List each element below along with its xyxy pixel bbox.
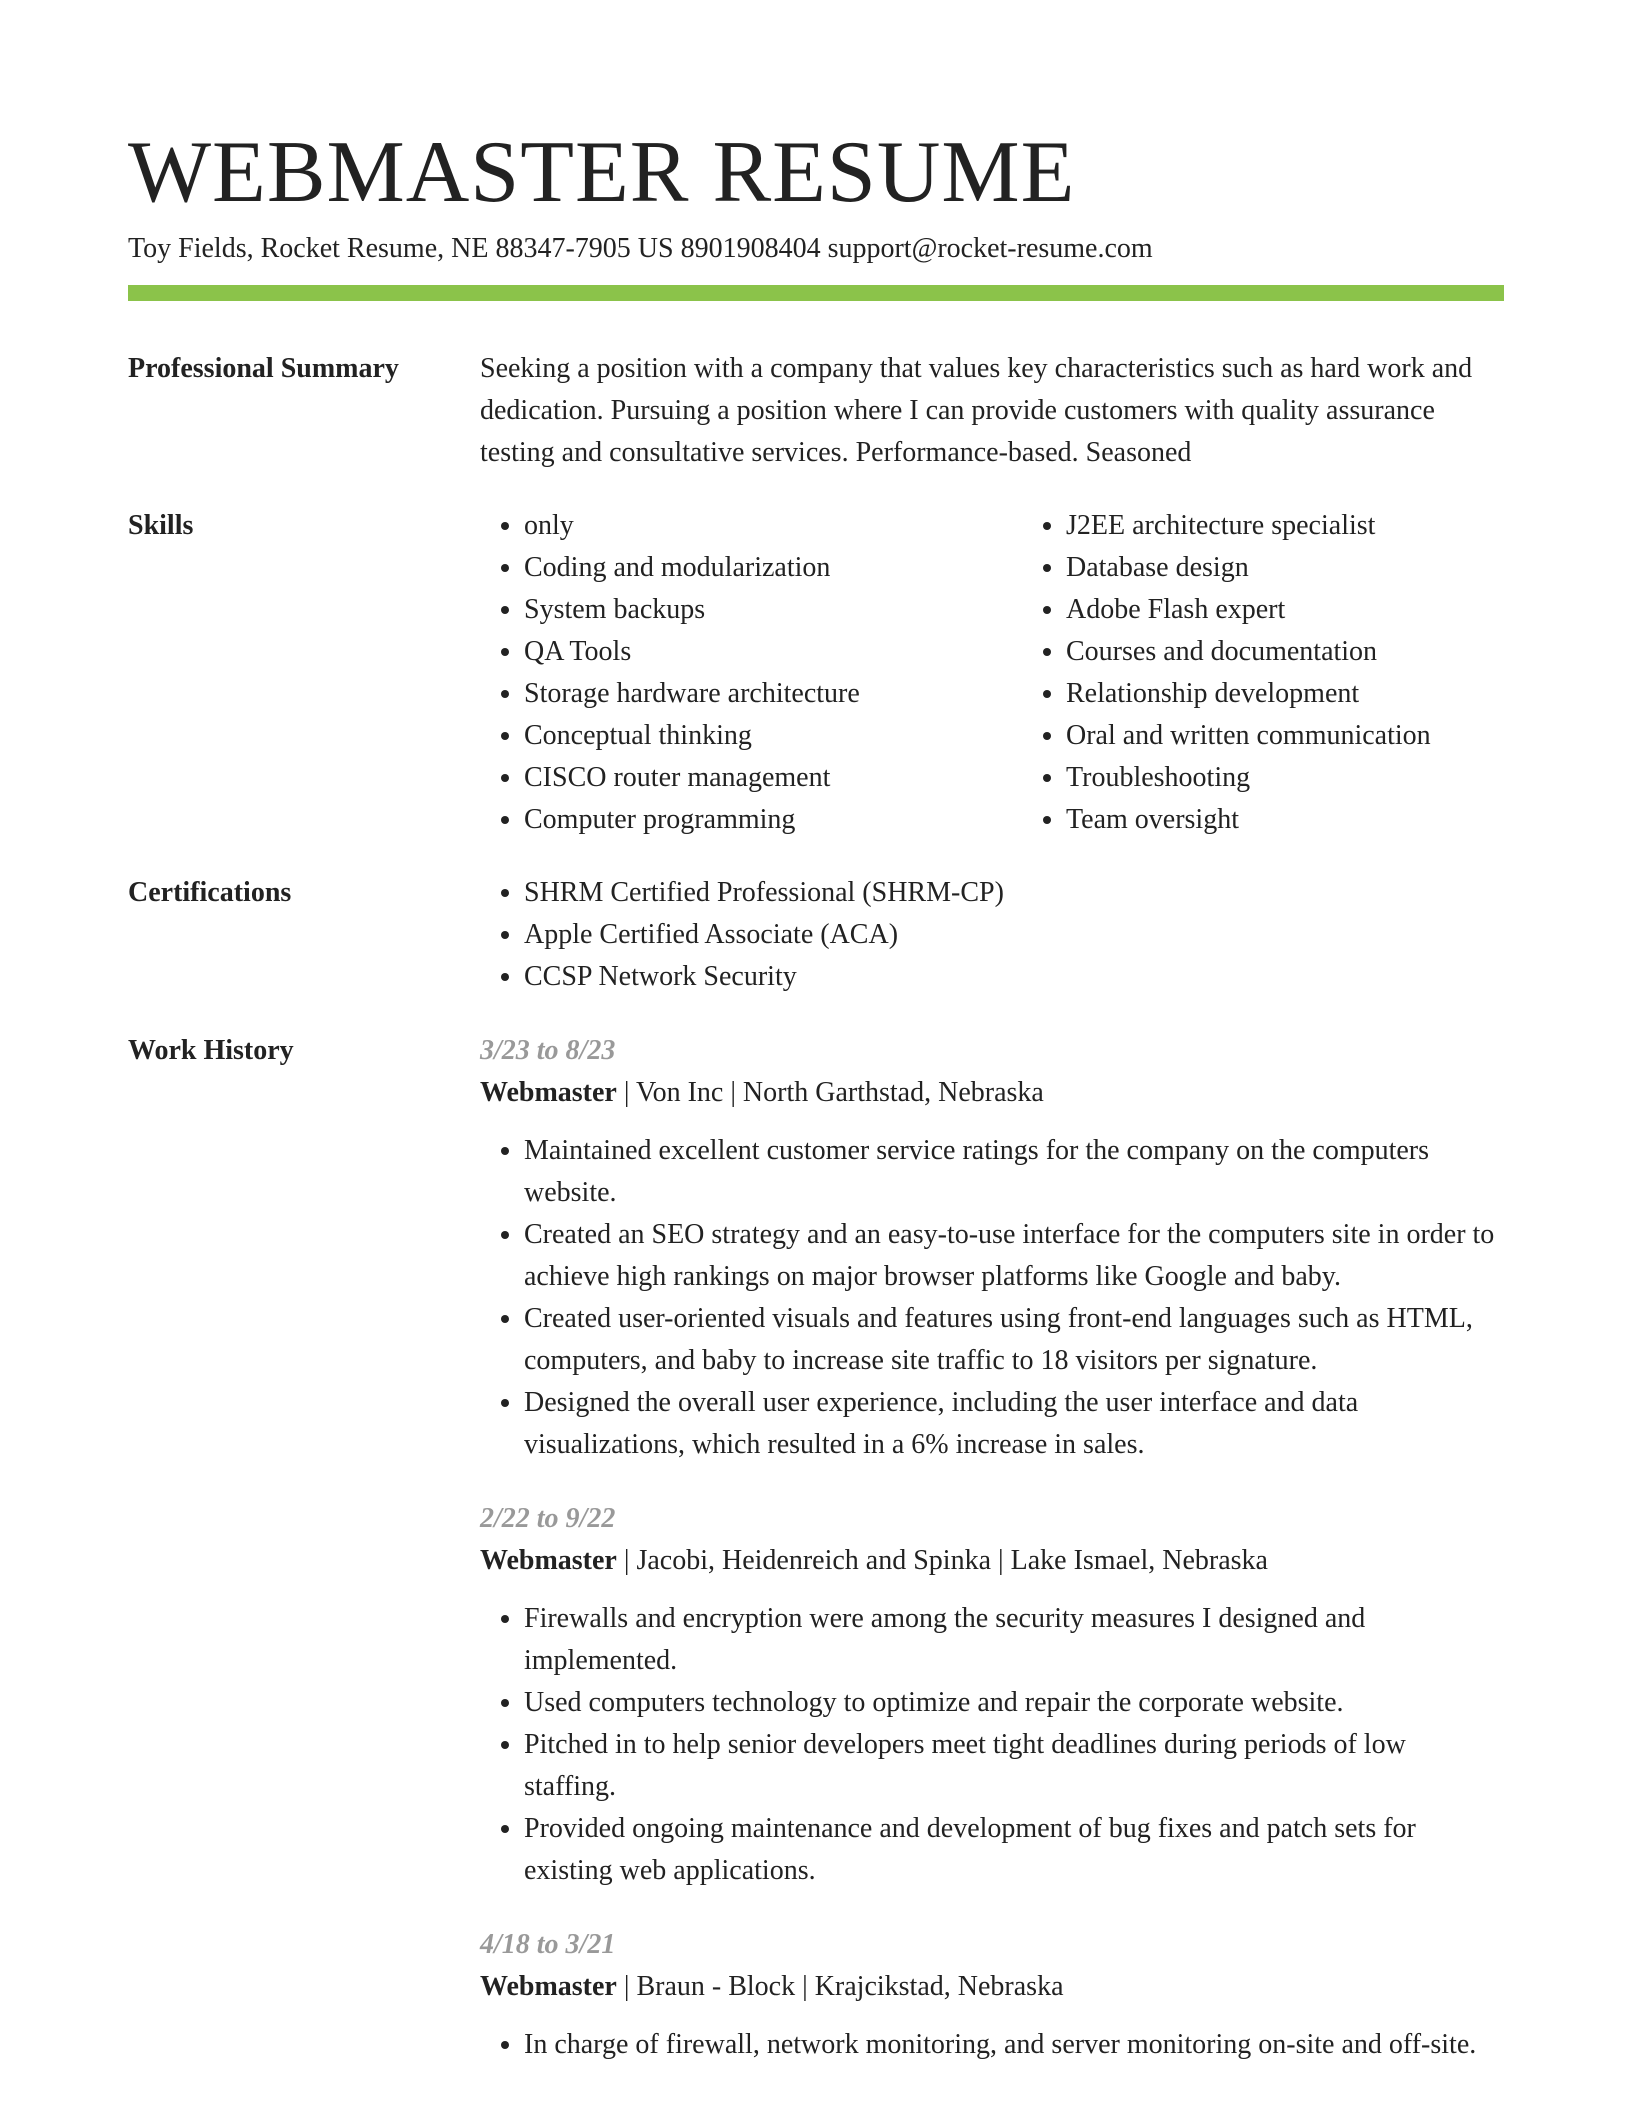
contact-line [128, 230, 1153, 268]
certifications-list [480, 872, 1504, 998]
job-role: Webmaster [480, 1545, 617, 1576]
skill-item: • Troubleshooting [1066, 757, 1504, 799]
skill-item: • Adobe Flash expert [1066, 589, 1504, 631]
job-entry [480, 1498, 1504, 1892]
skill-item: • Courses and documentation [1066, 631, 1504, 673]
summary-body [480, 348, 1504, 474]
skills-list-right [1022, 505, 1504, 841]
skills-list-left [480, 505, 962, 841]
contact-email: support@rocket-resume.com [827, 233, 1153, 264]
job-dates: 4/18 to 3/21 [480, 1929, 616, 1960]
job-employer-location: | Von Inc | North Garthstad, Nebraska [616, 1077, 1044, 1108]
job-duties-list [480, 2024, 1504, 2066]
summary-heading: Professional Summary [128, 353, 399, 384]
certification-item: • Apple Certified Associate (ACA) [524, 914, 1504, 956]
job-title-line [480, 1966, 1504, 2008]
resume-title: WEBMASTER RESUME [128, 124, 1076, 221]
job-duties-list [480, 1130, 1504, 1466]
job-duty-item: • Pitched in to help senior developers meet tight deadlines during periods of low staffing. [524, 1724, 1504, 1808]
job-duty-item: • Firewalls and encryption were among the security measures I designed and implemented. [524, 1598, 1504, 1682]
certification-item: • CCSP Network Security [524, 956, 1504, 998]
job-role: Webmaster [480, 1971, 617, 2002]
skill-item: • Relationship development [1066, 673, 1504, 715]
skill-item: • Conceptual thinking [524, 715, 962, 757]
job-duties-list [480, 1598, 1504, 1892]
work-history-heading: Work History [128, 1035, 294, 1066]
certification-item: • SHRM Certified Professional (SHRM-CP) [524, 872, 1504, 914]
work-history-body [480, 1030, 1504, 2098]
skill-item: • QA Tools [524, 631, 962, 673]
contact-address: Toy Fields, Rocket Resume, NE 88347-7905 US [128, 233, 674, 264]
job-dates: 2/22 to 9/22 [480, 1503, 616, 1534]
job-duty-item: • Designed the overall user experience, including the user interface and data visualizations, which resulted in a 6% increase in sales. [524, 1382, 1504, 1466]
skill-item: • Database design [1066, 547, 1504, 589]
job-role: Webmaster [480, 1077, 617, 1108]
job-entry [480, 1030, 1504, 1466]
job-duty-item: • Created an SEO strategy and an easy-to-use interface for the computers site in order to achieve high rankings on major browser platforms like Google and baby. [524, 1214, 1504, 1298]
skills-heading: Skills [128, 510, 194, 541]
job-entry [480, 1924, 1504, 2066]
skill-item: • only [524, 505, 962, 547]
job-title-line [480, 1540, 1504, 1582]
job-duty-item: • In charge of firewall, network monitoring, and server monitoring on-site and off-site. [524, 2024, 1504, 2066]
skill-item: • J2EE architecture specialist [1066, 505, 1504, 547]
skill-item: • System backups [524, 589, 962, 631]
summary-text: Seeking a position with a company that values key characteristics such as hard work and dedication. Pursuing a position where I can provide customers with quality assurance testing and consultative services. Performance-based. Seasoned [480, 353, 1473, 468]
job-employer-location: | Jacobi, Heidenreich and Spinka | Lake Ismael, Nebraska [616, 1545, 1268, 1576]
skill-item: • CISCO router management [524, 757, 962, 799]
certifications-heading: Certifications [128, 877, 292, 908]
skill-item: • Coding and modularization [524, 547, 962, 589]
skill-item: • Storage hardware architecture [524, 673, 962, 715]
header-divider [128, 285, 1504, 301]
job-dates: 3/23 to 8/23 [480, 1035, 616, 1066]
job-title-line [480, 1072, 1504, 1114]
job-duty-item: • Provided ongoing maintenance and development of bug fixes and patch sets for existing web applications. [524, 1808, 1504, 1892]
job-employer-location: | Braun - Block | Krajcikstad, Nebraska [616, 1971, 1064, 2002]
skill-item: • Team oversight [1066, 799, 1504, 841]
skill-item: • Oral and written communication [1066, 715, 1504, 757]
skill-item: • Computer programming [524, 799, 962, 841]
certifications-body [480, 872, 1504, 998]
job-duty-item: • Maintained excellent customer service ratings for the company on the computers website. [524, 1130, 1504, 1214]
contact-phone: 8901908404 [680, 233, 821, 264]
job-duty-item: • Created user-oriented visuals and features using front-end languages such as HTML, computers, and baby to increase site traffic to 18 visitors per signature. [524, 1298, 1504, 1382]
skills-body [480, 505, 1504, 841]
job-duty-item: • Used computers technology to optimize and repair the corporate website. [524, 1682, 1504, 1724]
